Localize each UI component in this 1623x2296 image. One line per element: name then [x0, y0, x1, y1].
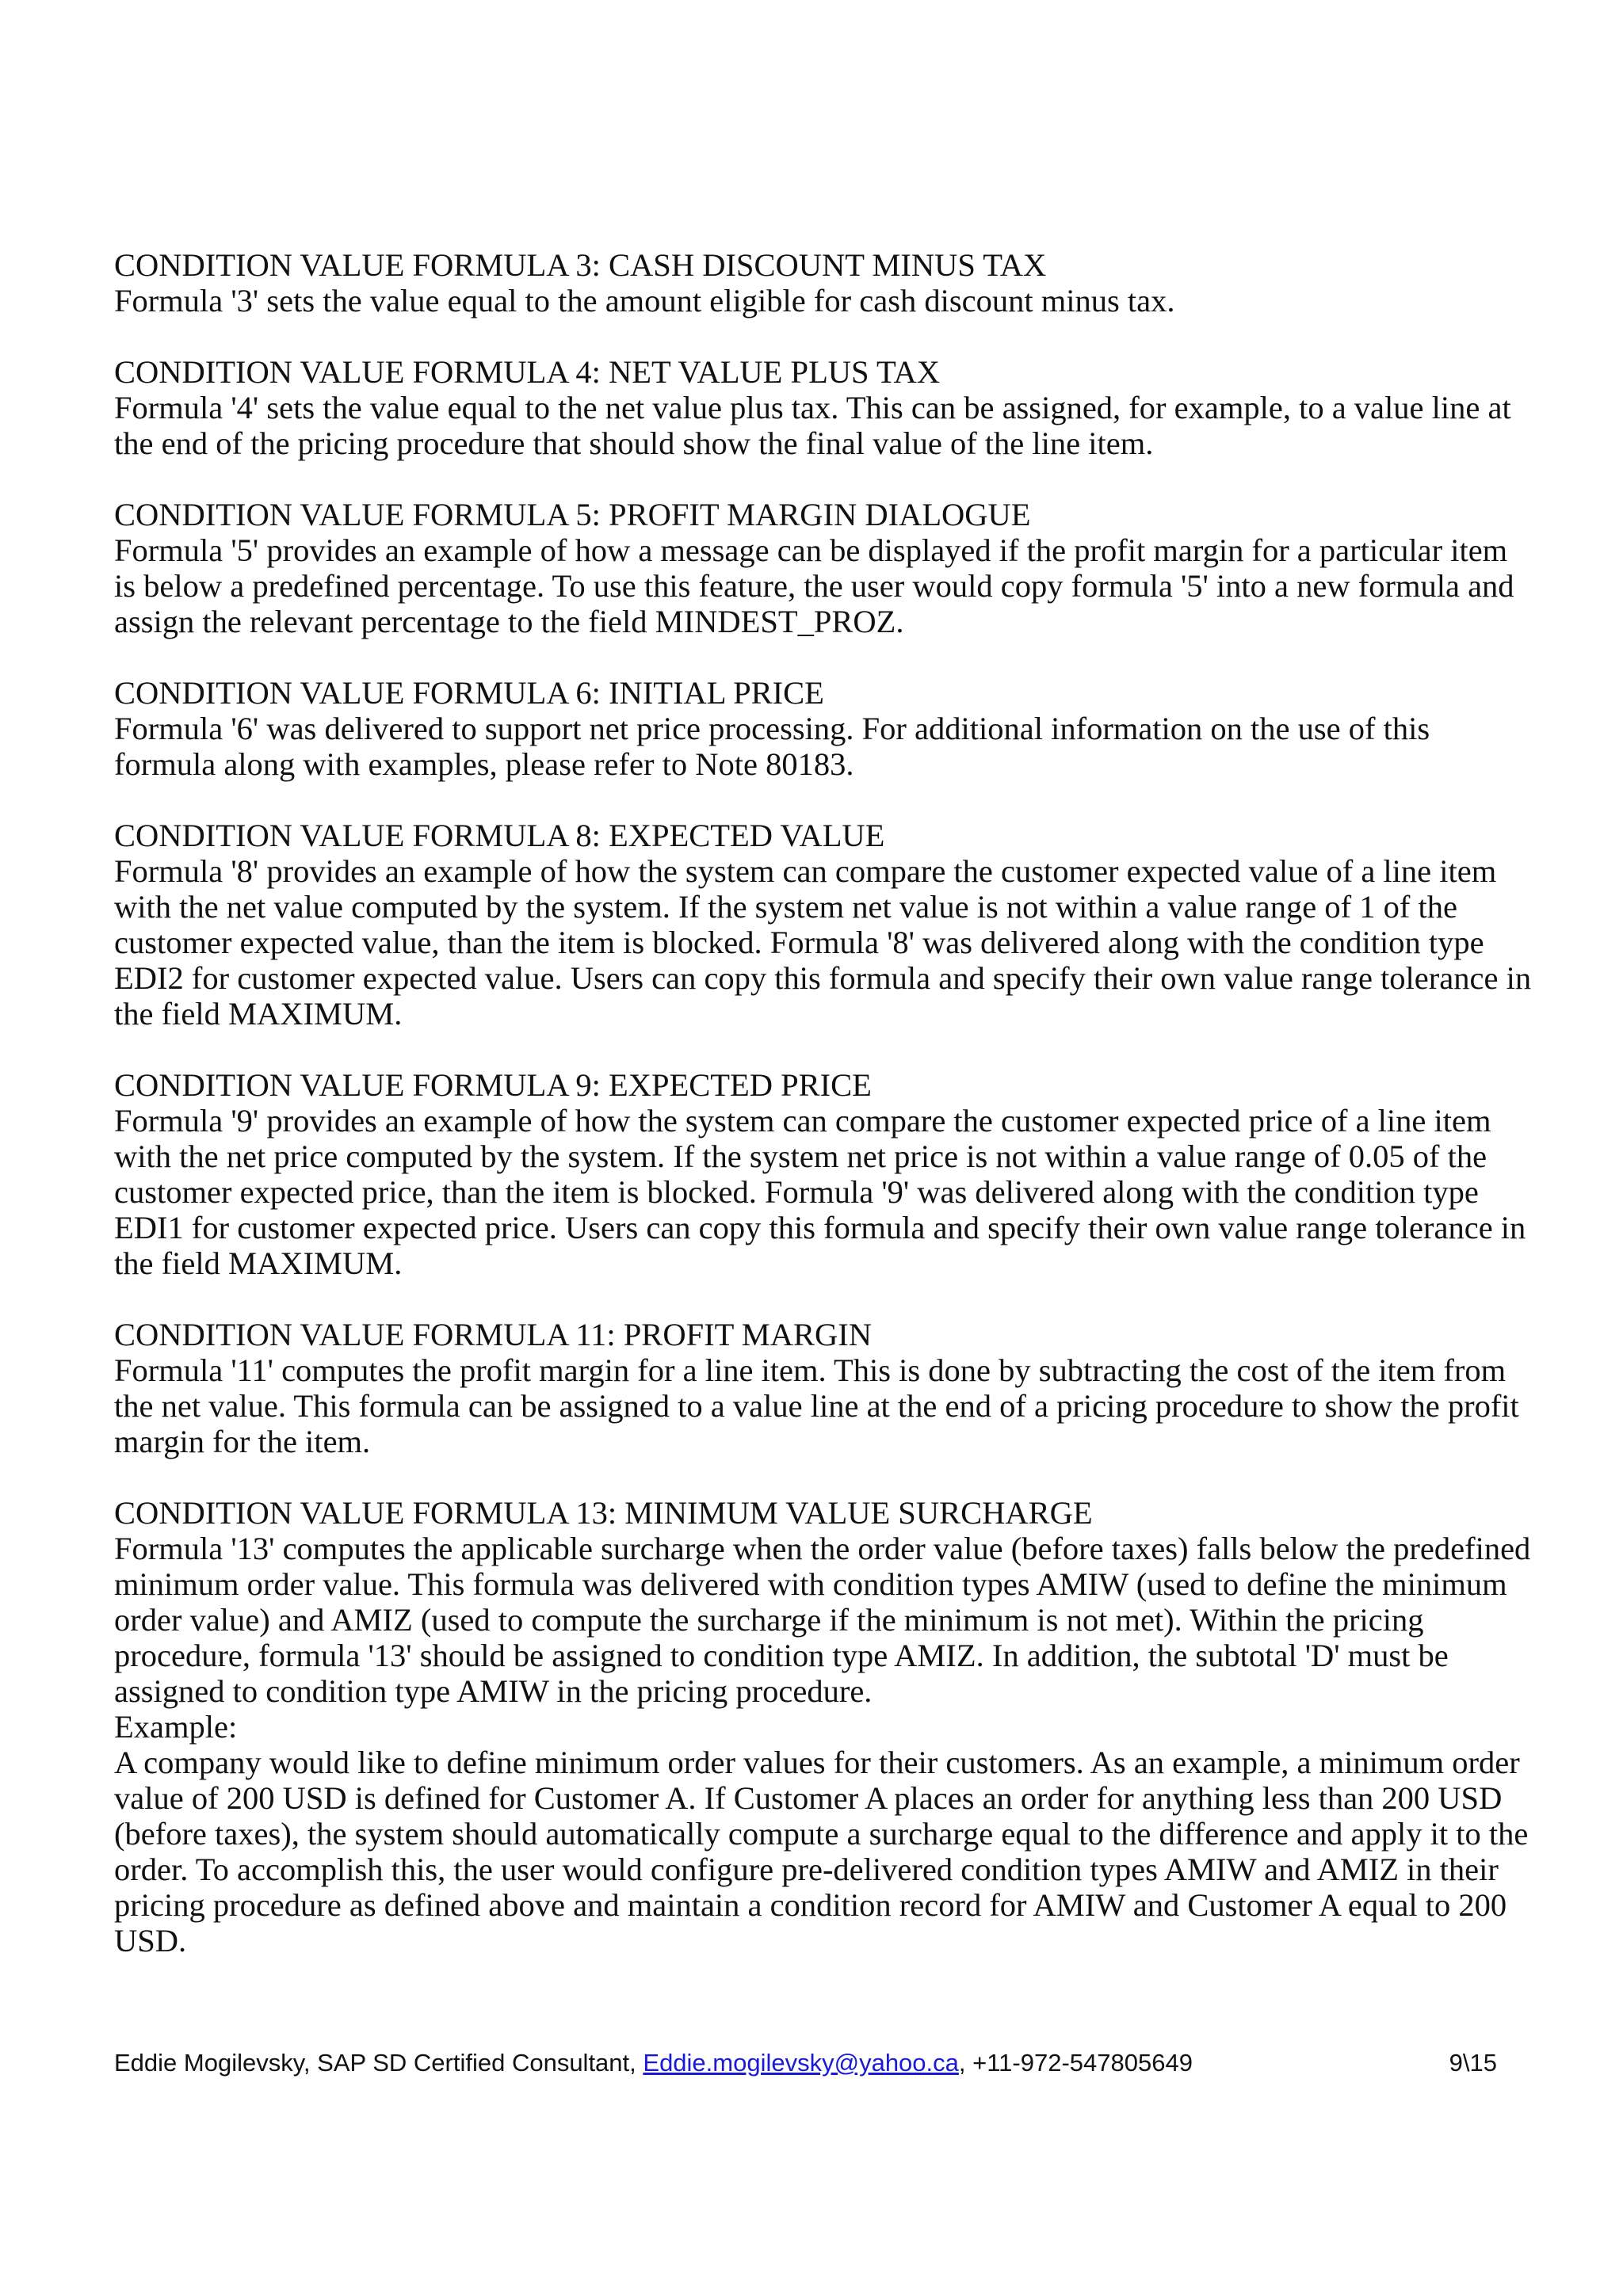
example-paragraph: A company would like to define minimum order values for their customers. As an example, a minimum order value of 200 USD is defined for Customer A. If Customer A places an order for anything less than 200 USD (before taxes), the system should automatically compute a surcharge equal to the difference and apply it to the order. To accomplish this, the user would configure pre-delivered condition types AMIW and AMIZ in their pricing procedure as defined above and maintain a condition record for AMIW and Customer A equal to 200 USD.	[114, 1745, 1529, 1958]
section-body	[114, 711, 1541, 782]
section-title: CONDITION VALUE FORMULA 6: INITIAL PRICE	[114, 675, 824, 711]
paragraph: Formula '4' sets the value equal to the net value plus tax. This can be assigned, for example, to a value line at the end of the pricing procedure that should show the final value of the line item.	[114, 390, 1511, 461]
section-body	[114, 1531, 1541, 1958]
section-formula-3	[114, 247, 1541, 318]
section-body	[114, 1352, 1541, 1459]
paragraph: Formula '6' was delivered to support net price processing. For additional information on the use of this formula along with examples, please refer to Note 80183.	[114, 711, 1430, 782]
section-title: CONDITION VALUE FORMULA 4: NET VALUE PLUS TAX	[114, 354, 940, 390]
page-number: 9\15	[1449, 2049, 1497, 2077]
section-body	[114, 853, 1541, 1032]
section-formula-6	[114, 675, 1541, 782]
section-title: CONDITION VALUE FORMULA 5: PROFIT MARGIN DIALOGUE	[114, 497, 1031, 532]
section-title: CONDITION VALUE FORMULA 8: EXPECTED VALUE	[114, 818, 885, 853]
section-title: CONDITION VALUE FORMULA 9: EXPECTED PRICE	[114, 1067, 872, 1103]
section-title: CONDITION VALUE FORMULA 11: PROFIT MARGIN	[114, 1317, 872, 1352]
paragraph: Formula '5' provides an example of how a message can be displayed if the profit margin for a particular item is below a predefined percentage. To use this feature, the user would copy formula '5' into a new formula and assign the relevant percentage to the field MINDEST_PROZ.	[114, 532, 1514, 639]
page-footer	[114, 2047, 1497, 2079]
section-formula-5	[114, 497, 1541, 639]
section-formula-4	[114, 354, 1541, 461]
paragraph: Formula '13' computes the applicable surcharge when the order value (before taxes) falls below the predefined minimum order value. This formula was delivered with condition types AMIW (used to define the minimum order value) and AMIZ (used to compute the surcharge if the minimum is not met). Within the pricing procedure, formula '13' should be assigned to condition type AMIZ. In addition, the subtotal 'D' must be assigned to condition type AMIW in the pricing procedure.	[114, 1531, 1531, 1709]
section-title: CONDITION VALUE FORMULA 13: MINIMUM VALUE SURCHARGE	[114, 1495, 1093, 1531]
section-body	[114, 390, 1541, 461]
paragraph: Formula '3' sets the value equal to the amount eligible for cash discount minus tax.	[114, 283, 1175, 318]
section-body	[114, 283, 1541, 318]
section-formula-9	[114, 1067, 1541, 1281]
example-label: Example:	[114, 1709, 238, 1745]
section-formula-11	[114, 1317, 1541, 1459]
section-body	[114, 1103, 1541, 1281]
footer-author: Eddie Mogilevsky, SAP SD Certified Consultant,	[114, 2049, 643, 2077]
section-title: CONDITION VALUE FORMULA 3: CASH DISCOUNT MINUS TAX	[114, 247, 1047, 283]
paragraph: Formula '8' provides an example of how the system can compare the customer expected value of a line item with the net value computed by the system. If the system net value is not within a value range of 1 of the customer expected value, than the item is blocked. Formula '8' was delivered along with the condition type EDI2 for customer expected value. Users can copy this formula and specify their own value range tolerance in the field MAXIMUM.	[114, 853, 1532, 1032]
section-body	[114, 532, 1541, 639]
section-formula-8	[114, 818, 1541, 1032]
document-body	[114, 247, 1541, 1994]
footer-email-link[interactable]: Eddie.mogilevsky@yahoo.ca	[643, 2049, 959, 2077]
paragraph: Formula '11' computes the profit margin for a line item. This is done by subtracting the cost of the item from the net value. This formula can be assigned to a value line at the end of a pricing procedure to show the profit margin for the item.	[114, 1352, 1519, 1459]
footer-phone: , +11-972-547805649	[958, 2049, 1193, 2077]
section-formula-13	[114, 1495, 1541, 1958]
paragraph: Formula '9' provides an example of how the system can compare the customer expected price of a line item with the net price computed by the system. If the system net price is not within a value range of 0.05 of the customer expected price, than the item is blocked. Formula '9' was delivered along with the condition type EDI1 for customer expected price. Users can copy this formula and specify their own value range tolerance in the field MAXIMUM.	[114, 1103, 1526, 1281]
